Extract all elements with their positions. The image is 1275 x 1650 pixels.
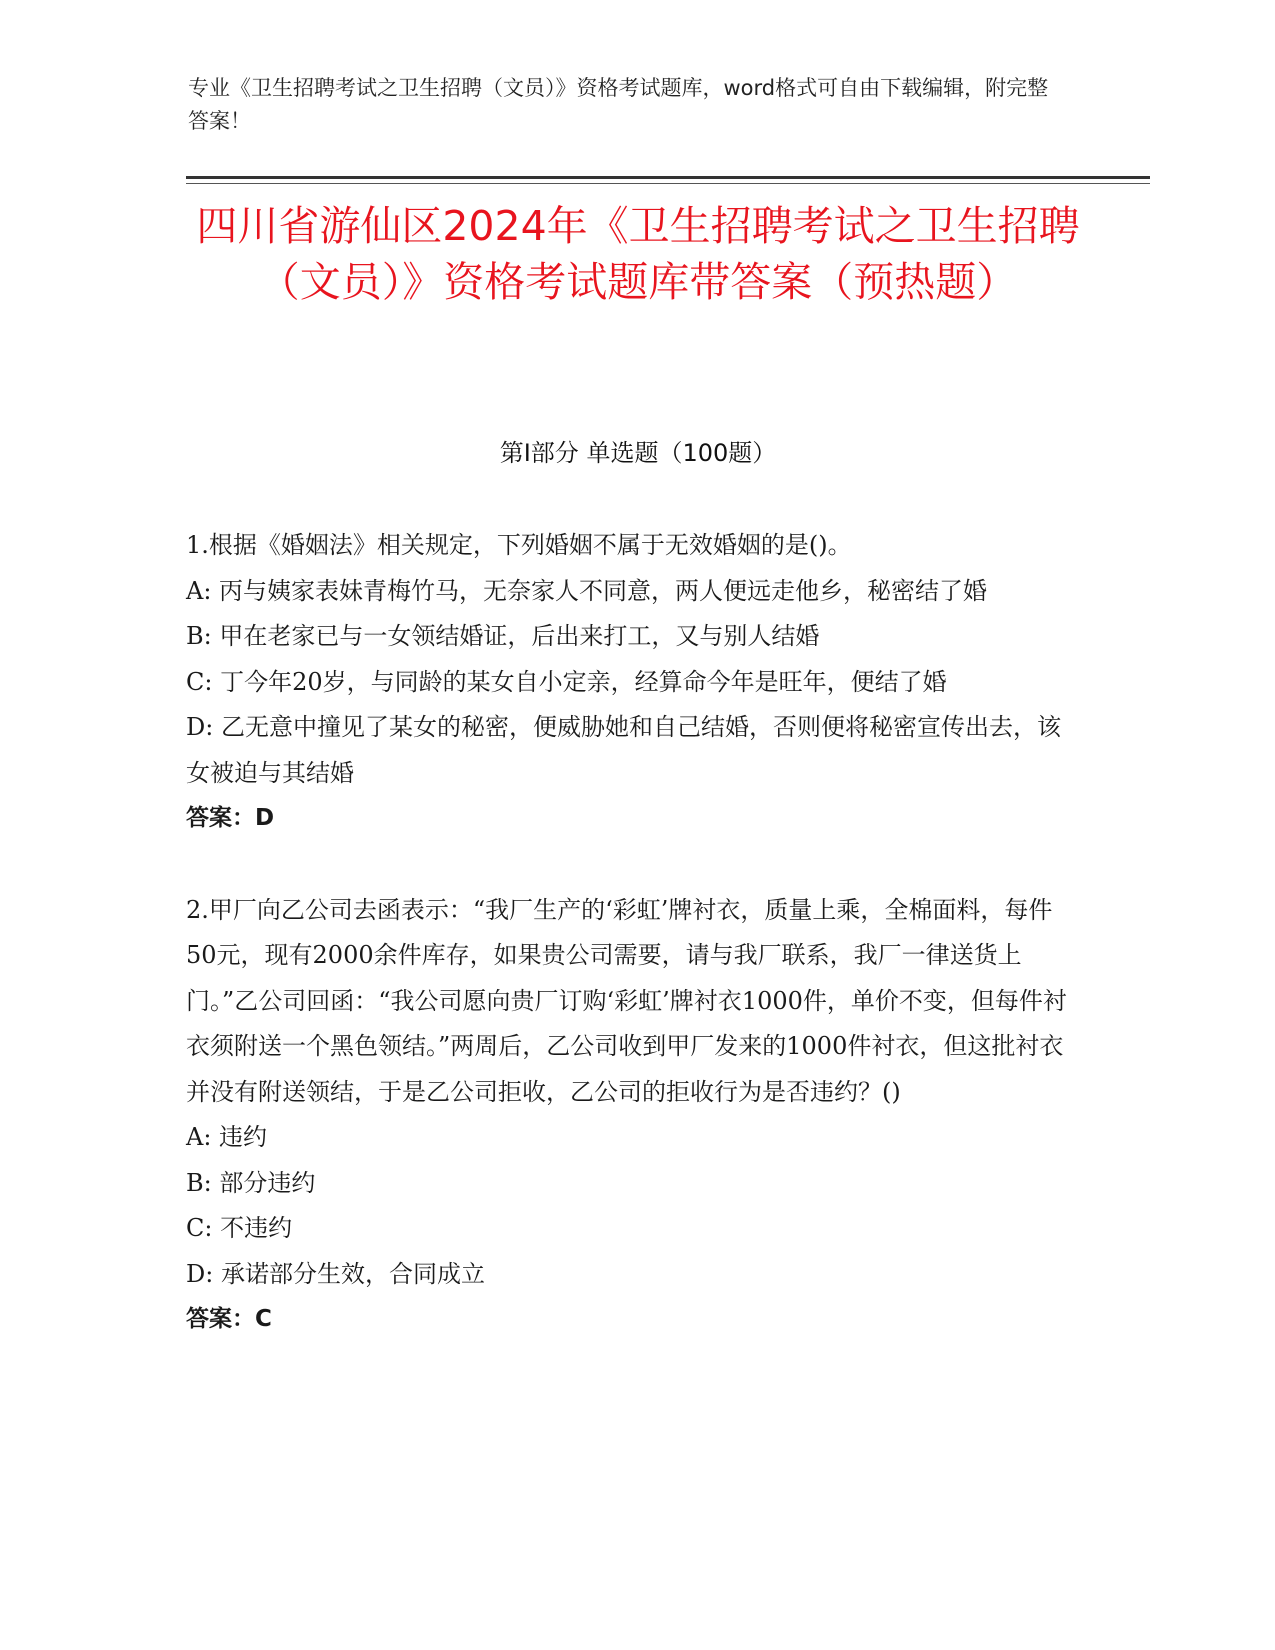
option-b: B: 甲在老家已与一女领结婚证，后出来打工，又与别人结婚 — [186, 622, 820, 650]
option-a: A: 违约 — [186, 1123, 268, 1151]
header-divider — [186, 176, 1150, 179]
question-stem: 1.根据《婚姻法》相关规定，下列婚姻不属于无效婚姻的是()。 — [186, 531, 852, 559]
document-title: 四川省游仙区2024年《卫生招聘考试之卫生招聘（文员）》资格考试题库带答案（预热题） — [196, 202, 1080, 306]
answer: 答案：D — [186, 805, 275, 831]
option-a: A: 丙与姨家表妹青梅竹马，无奈家人不同意，两人便远走他乡，秘密结了婚 — [186, 576, 988, 605]
answer: 答案：C — [186, 1306, 272, 1332]
question-list — [186, 523, 1076, 1343]
question-2 — [186, 888, 1076, 1343]
section-heading: 第I部分 单选题（100题） — [499, 439, 777, 467]
option-c: C: 不违约 — [186, 1214, 293, 1242]
header-note: 专业《卫生招聘考试之卫生招聘（文员）》资格考试题库，word格式可自由下载编辑，附完整答案！ — [188, 76, 1049, 133]
option-d: D: 乙无意中撞见了某女的秘密，便威胁她和自己结婚，否则便将秘密宣传出去，该女被迫与其结婚 — [186, 713, 1061, 787]
question-1 — [186, 523, 1076, 842]
option-d: D: 承诺部分生效，合同成立 — [186, 1259, 485, 1288]
option-b: B: 部分违约 — [186, 1168, 316, 1197]
option-c: C: 丁今年20岁，与同龄的某女自小定亲，经算命今年是旺年，便结了婚 — [186, 667, 947, 696]
question-stem: 2.甲厂向乙公司去函表示：“我厂生产的‘彩虹’牌衬衣，质量上乘，全棉面料，每件50元，现有2000余件库存，如果贵公司需要，请与我厂联系，我厂一律送货上门。”乙公司回函：“我公司愿向贵厂订购‘彩虹’牌衬衣1000件，单价不变，但每件衬衣须附送一个黑色领结。”两周后，乙公司收到甲厂发来的1000件衬衣，但这批衬衣并没有附送领结，于是乙公司拒收，乙公司的拒收行为是否违约？() — [186, 895, 1067, 1106]
header-divider-thin — [186, 183, 1150, 184]
